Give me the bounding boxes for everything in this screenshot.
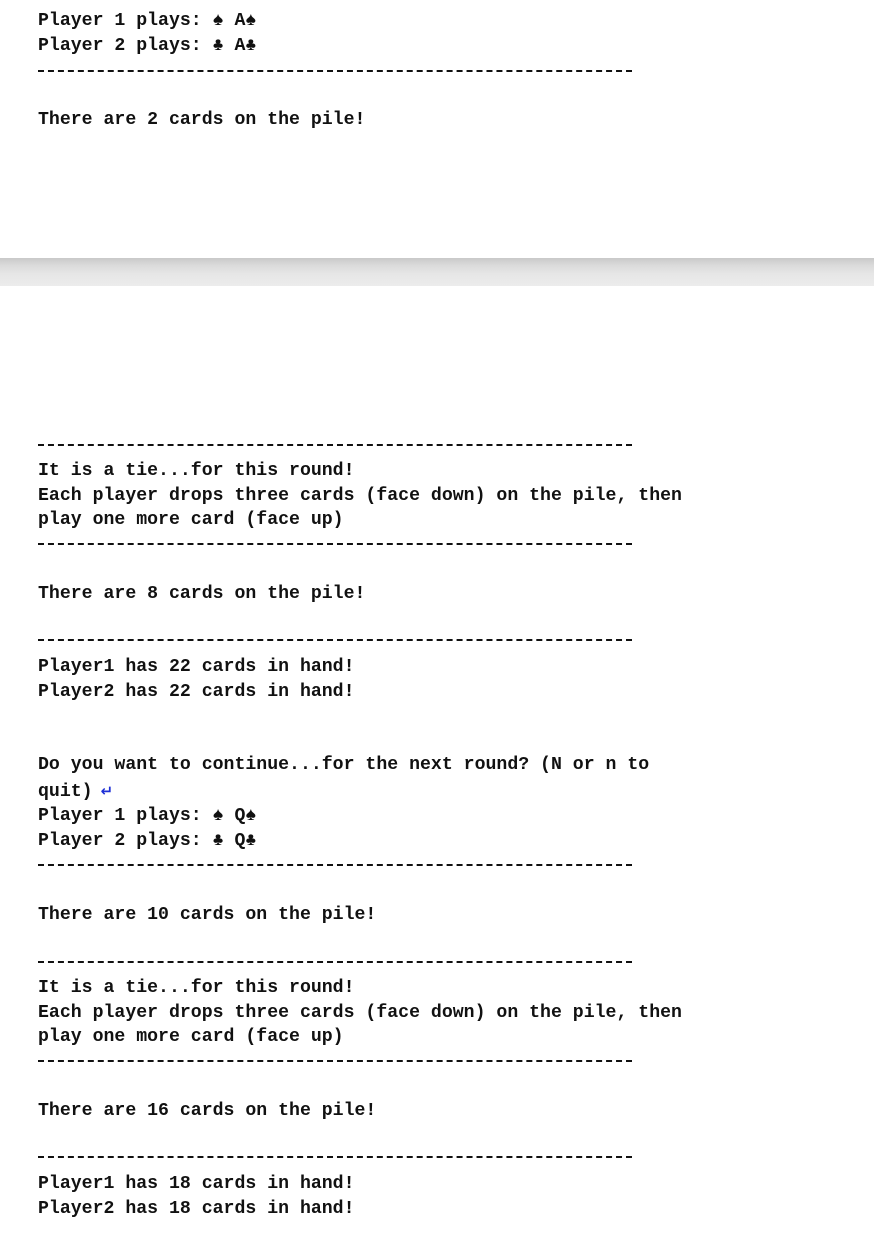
tie-instruction-line: play one more card (face up) [38,510,344,530]
enter-return-icon: ↵ [100,782,114,800]
player2-play-line: Player 2 plays: ♣ A♣ [38,36,257,56]
dashed-separator [38,1156,632,1158]
pile-count-line: There are 10 cards on the pile! [38,905,377,925]
dashed-separator [38,1060,632,1062]
document-page-bottom [0,286,874,1233]
player2-hand-line: Player2 has 18 cards in hand! [38,1199,355,1219]
page-break-gap [0,258,874,286]
pile-count-line: There are 16 cards on the pile! [38,1101,377,1121]
tie-instruction-line: play one more card (face up) [38,1027,344,1047]
player1-play-line: Player 1 plays: ♠ A♠ [38,11,257,31]
tie-instruction-line: Each player drops three cards (face down) on the pile, then [38,1003,682,1023]
pile-count-line: There are 8 cards on the pile! [38,584,366,604]
player2-hand-line: Player2 has 22 cards in hand! [38,682,355,702]
player1-hand-line: Player1 has 18 cards in hand! [38,1174,355,1194]
player1-hand-line: Player1 has 22 cards in hand! [38,657,355,677]
continue-prompt-line [38,779,113,804]
continue-prompt-line: Do you want to continue...for the next round? (N or n to [38,755,650,775]
tie-message-line: It is a tie...for this round! [38,461,355,481]
tie-instruction-line: Each player drops three cards (face down) on the pile, then [38,486,682,506]
document-page-top [0,0,874,258]
pile-count-line: There are 2 cards on the pile! [38,110,366,130]
dashed-separator [38,864,632,866]
dashed-separator [38,444,632,446]
dashed-separator [38,639,632,641]
tie-message-line: It is a tie...for this round! [38,978,355,998]
dashed-separator [38,961,632,963]
player2-play-line: Player 2 plays: ♣ Q♣ [38,831,257,851]
dashed-separator [38,543,632,545]
dashed-separator [38,70,632,72]
player1-play-line: Player 1 plays: ♠ Q♠ [38,806,257,826]
continue-prompt-text: quit) [38,782,93,802]
